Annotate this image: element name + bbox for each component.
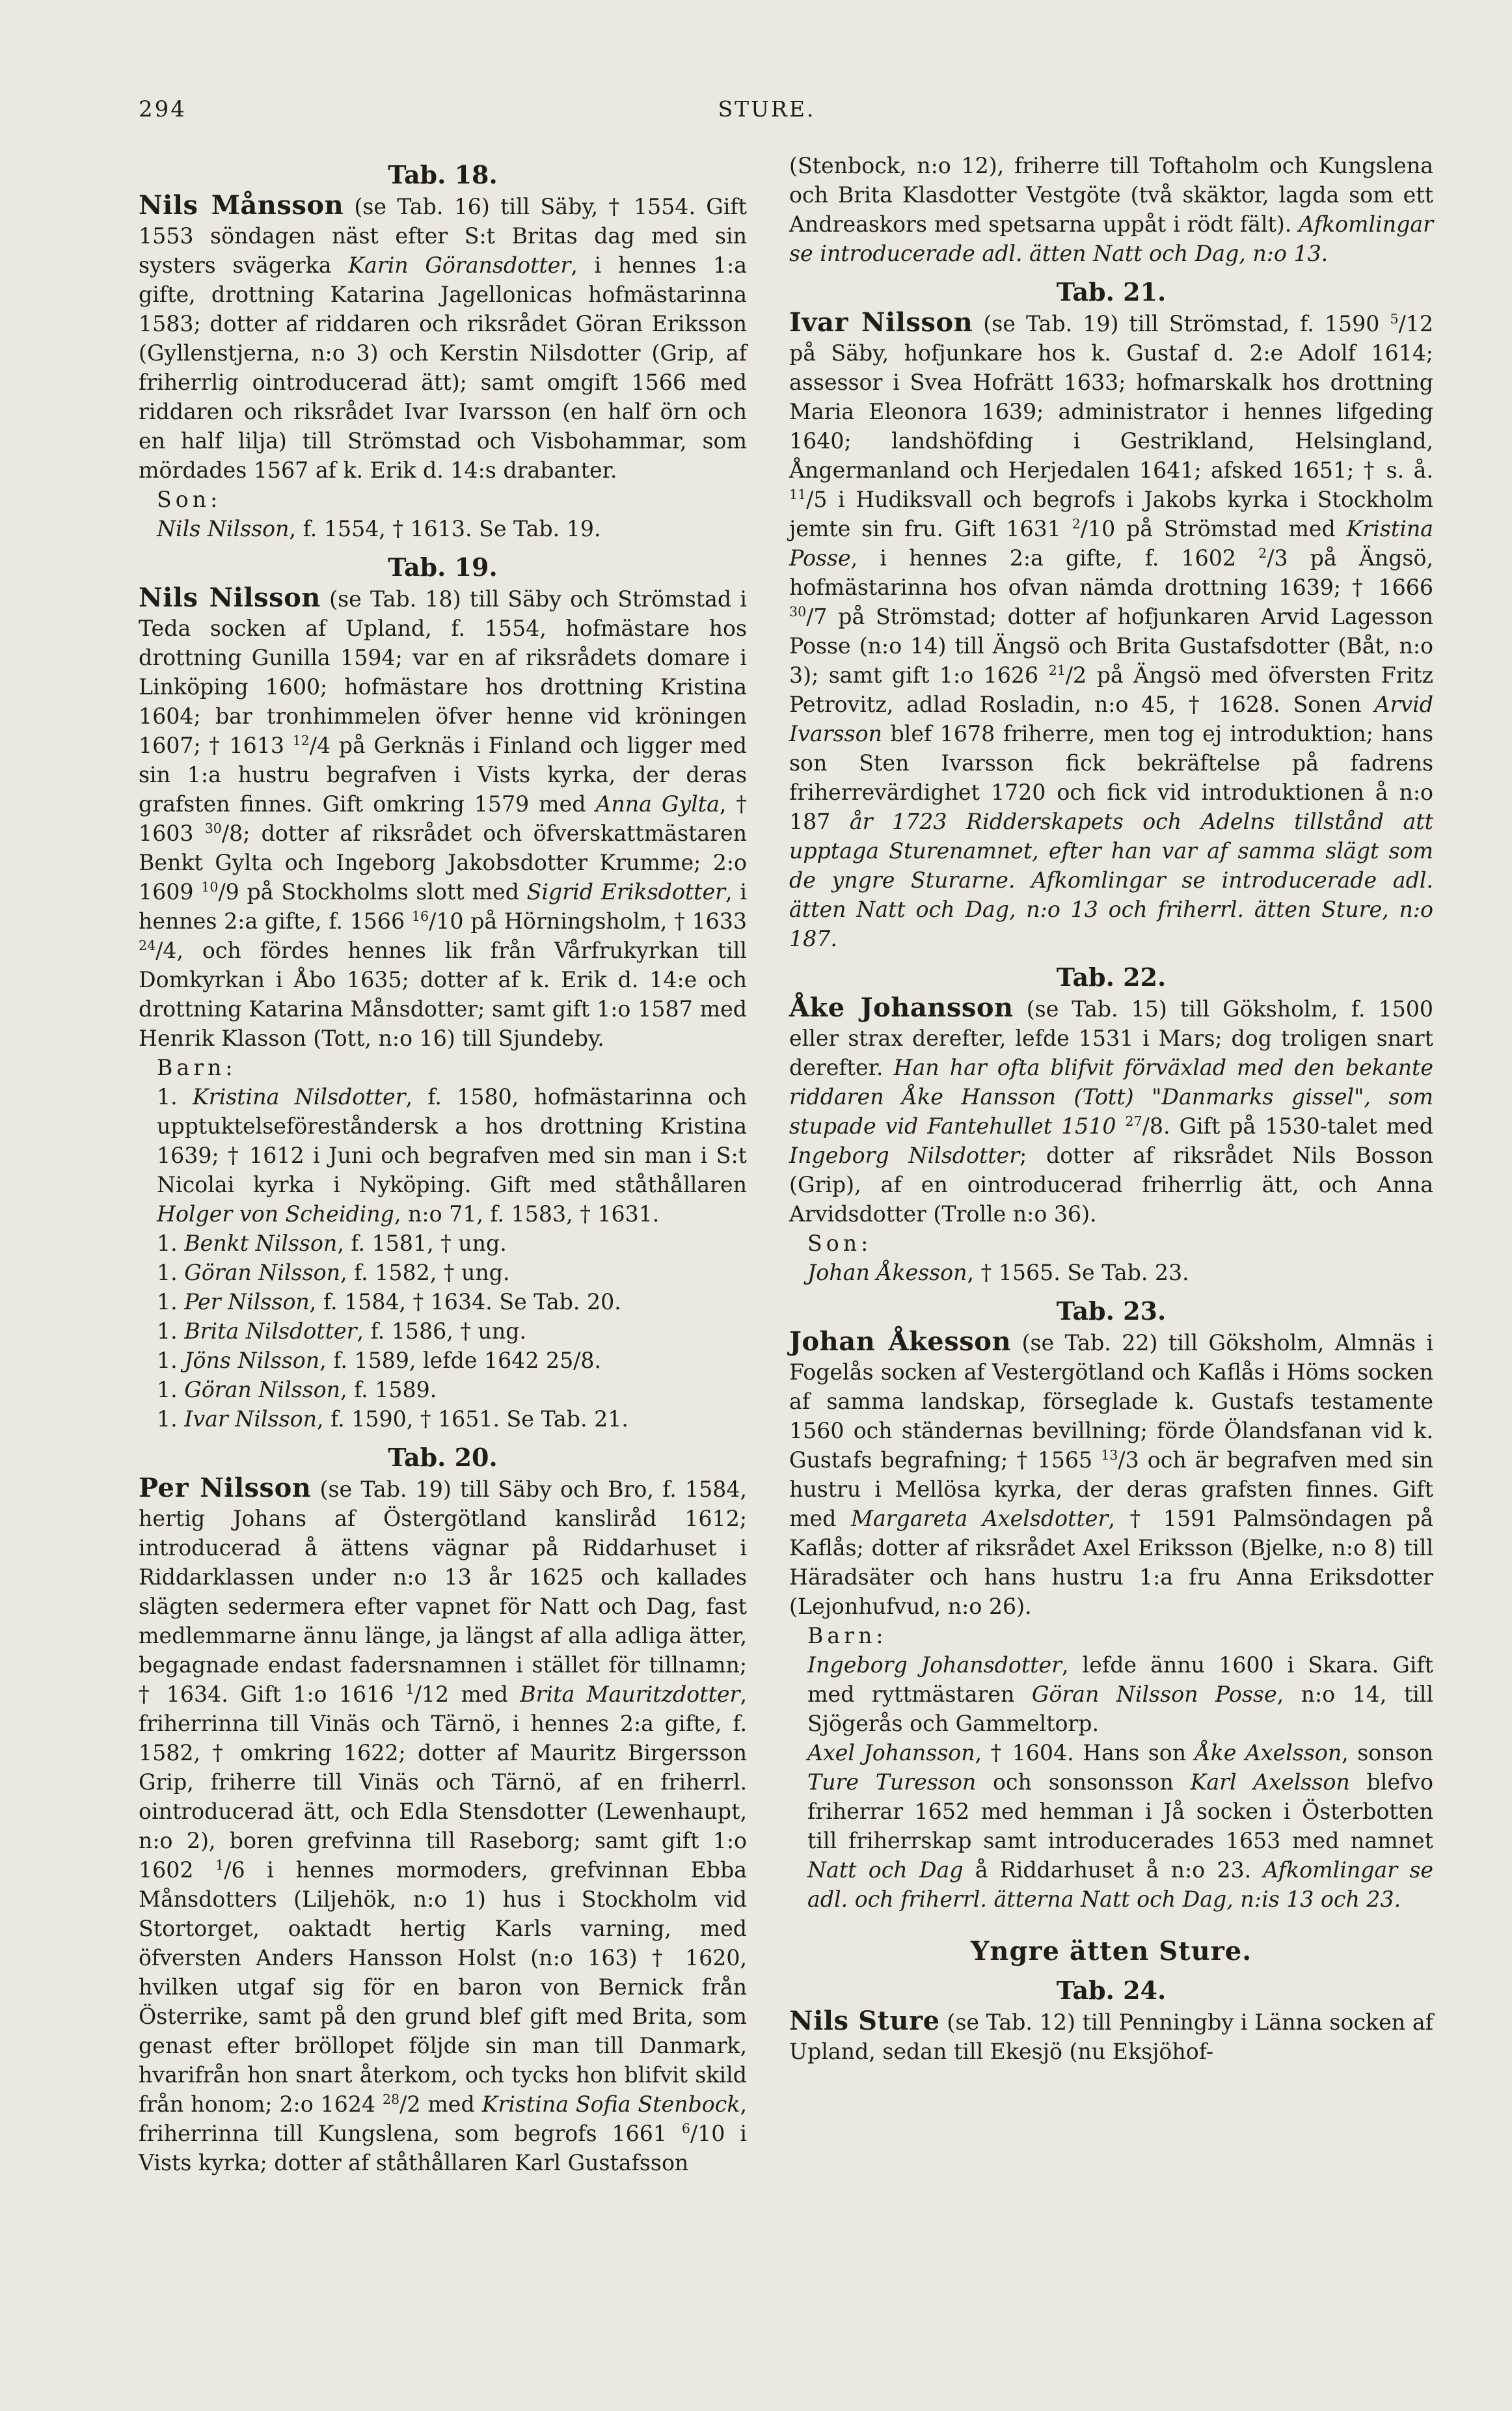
person-name: Johan Åkesson (789, 1326, 1012, 1357)
children-label: Barn: (807, 1623, 887, 1648)
person-name: Nils Nilsson (139, 582, 321, 613)
page-number: 294 (139, 96, 187, 122)
children-label: Barn: (157, 1055, 237, 1080)
tab-18-entry: Nils Månsson (se Tab. 16) till Säby, † 1554. Gift 1553 söndagen näst efter S:t Britas dag med sin systers svägerka Karin Göransdotter, i hennes 1:a gifte, drottning Katarina Jagellonicas hofmästarinna 1583; dotter af riddaren och riksrådet Göran Eriksson (Gyllenstjerna, n:o 3) och Kerstin Nilsdotter (Grip, af friherrlig ointroducerad ätt); samt omgift 1566 med riddaren och riksrådet Ivar Ivarsson (en half örn och en half lilja) till Strömstad och Visbohammar, som mördades 1567 af k. Erik d. 14:s drabanter. (139, 190, 748, 483)
tab-23-entry: Johan Åkesson (se Tab. 22) till Göksholm, Almnäs i Fogelås socken af Vestergötland och Kaflås i Höms socken af samma landskap, förseglade k. Gustafs testamente 1560 och ständernas bevillning; förde Ölandsfanan vid k. Gustafs begrafning; † 1565 $^{13}$/3 och är begrafven med sin hustru i Mellösa kyrka, der deras grafsten finnes. Gift med Margareta Axelsdotter, † 1591 Palmsöndagen på Kaflås; dotter af riksrådet Axel Eriksson (Bjelke, n:o 8) till Häradsäter och hans hustru 1:a fru Anna Eriksdotter (Lejonhufvud, n:o 26). (789, 1326, 1433, 1619)
son-label: Son: (157, 487, 222, 512)
person-name: Nils Månsson (139, 190, 344, 221)
person-name: Nils Sture (789, 2006, 940, 2036)
person-name: Per Nilsson (139, 1473, 312, 1503)
child-entry: 1. Jöns Nilsson, f. 1589, lefde 1642 25/8. (157, 1348, 602, 1373)
section-heading: Yngre ätten Sture. (970, 1936, 1252, 1967)
tab-22-heading: Tab. 22. (1056, 962, 1167, 992)
left-column (139, 151, 747, 2177)
person-name: Ivar Nilsson (789, 307, 973, 338)
son-line: Johan Åkesson, † 1565. Se Tab. 23. (807, 1260, 1189, 1285)
child-entry: 1. Göran Nilsson, f. 1589. (157, 1377, 437, 1402)
tab-24-entry: Nils Sture (se Tab. 12) till Penningby i Länna socken af Upland, sedan till Ekesjö (nu Eksjöhof- (789, 2006, 1433, 2064)
running-title: STURE. (718, 96, 816, 122)
tab-19-entry: Nils Nilsson (se Tab. 18) till Säby och Strömstad i Teda socken af Upland, f. 1554, hofmästare hos drottning Gunilla 1594; var en af riksrådets domare i Linköping 1600; hofmästare hos drottning Kristina 1604; bar tronhimmelen öfver henne vid kröningen 1607; † 1613 $^{12}$/4 på Gerknäs i Finland och ligger med sin 1:a hustru begrafven i Vists kyrka, der deras grafsten finnes. Gift omkring 1579 med Anna Gylta, † 1603 $^{30}$/8; dotter af riksrådet och öfverskattmästaren Benkt Gylta och Ingeborg Jakobsdotter Krumme; 2:o 1609 $^{10}$/9 på Stockholms slott med Sigrid Eriksdotter, i hennes 2:a gifte, f. 1566 $^{16}$/10 på Hörningsholm, † 1633 $^{24}$/4, och fördes hennes lik från Vårfrukyrkan till Domkyrkan i Åbo 1635; dotter af k. Erik d. 14:e och drottning Katarina Månsdotter; samt gift 1:o 1587 med Henrik Klasson (Tott, n:o 16) till Sjundeby. (139, 582, 747, 1051)
tab-18-heading: Tab. 18. (388, 160, 498, 189)
child-entry: 1. Per Nilsson, f. 1584, † 1634. Se Tab. 20. (157, 1289, 621, 1314)
child-entry: 1. Ivar Nilsson, f. 1590, † 1651. Se Tab. 21. (157, 1406, 628, 1432)
child-entry: 1. Kristina Nilsdotter, f. 1580, hofmästarinna och upptuktelseföreståndersk a hos drottning Kristina 1639; † 1612 i Juni och begrafven med sin man i S:t Nicolai kyrka i Nyköping. Gift med ståthållaren Holger von Scheiding, n:o 71, f. 1583, † 1631. (157, 1084, 747, 1227)
tab-20-heading: Tab. 20. (388, 1443, 498, 1472)
running-header (139, 96, 1395, 129)
tab-23-heading: Tab. 23. (1056, 1296, 1167, 1326)
tab-22-entry: Åke Johansson (se Tab. 15) till Göksholm, f. 1500 eller strax derefter, lefde 1531 i Mars; dog troligen snart derefter. Han har ofta blifvit förväxlad med den bekante riddaren Åke Hansson (Tott) "Danmarks gissel", som stupade vid Fantehullet 1510 $^{27}$/8. Gift på 1530-talet med Ingeborg Nilsdotter; dotter af riksrådet Nils Bosson (Grip), af en ointroducerad friherrlig ätt, och Anna Arvidsdotter (Trolle n:o 36). (789, 992, 1433, 1227)
son-line: Nils Nilsson, f. 1554, † 1613. Se Tab. 19. (157, 516, 601, 541)
tab-21-entry: Ivar Nilsson (se Tab. 19) till Strömstad, f. 1590 $^5$/12 på Säby, hofjunkare hos k. Gustaf d. 2:e Adolf 1614; assessor i Svea Hofrätt 1633; hofmarskalk hos drottning Maria Eleonora 1639; administrator i hennes lifgeding 1640; landshöfding i Gestrikland, Helsingland, Ångermanland och Herjedalen 1641; afsked 1651; † s. å. $^{11}$/5 i Hudiksvall och begrofs i Jakobs kyrka i Stockholm jemte sin fru. Gift 1631 $^2$/10 på Strömstad med Kristina Posse, i hennes 2:a gifte, f. 1602 $^2$/3 på Ängsö, hofmästarinna hos ofvan nämda drottning 1639; † 1666 $^{30}$/7 på Strömstad; dotter af hofjunkaren Arvid Lagesson Posse (n:o 14) till Ängsö och Brita Gustafsdotter (Båt, n:o 3); samt gift 1:o 1626 $^{21}$/2 på Ängsö med öfversten Fritz Petrovitz, adlad Rosladin, n:o 45, † 1628. Sonen Arvid Ivarsson blef 1678 friherre, men tog ej introduktion; hans son Sten Ivarsson fick bekräftelse på fadrens friherrevärdighet 1720 och fick vid introduktionen å n:o 187 år 1723 Ridderskapets och Adelns tillstånd att upptaga Sturenamnet, efter han var af samma slägt som de yngre Sturarne. Afkomlingar se introducerade adl. ätten Natt och Dag, n:o 13 och friherrl. ätten Sture, n:o 187. (789, 307, 1434, 951)
child-entry: 1. Benkt Nilsson, f. 1581, † ung. (157, 1231, 507, 1256)
tab-20-continuation: (Stenbock, n:o 12), friherre till Toftaholm och Kungslena och Brita Klasdotter Vestgöte (två skäktor, lagda som ett Andreaskors med spetsarna uppåt i rödt fält). Afkomlingar se introducerade adl. ätten Natt och Dag, n:o 13. (789, 153, 1433, 266)
child-entry: Ingeborg Johansdotter, lefde ännu 1600 i Skara. Gift med ryttmästaren Göran Nilsson Posse, n:o 14, till Sjögerås och Gammeltorp. (807, 1652, 1433, 1736)
right-column (789, 151, 1433, 2066)
child-entry: Axel Johansson, † 1604. Hans son Åke Axelsson, sonson Ture Turesson och sonsonsson Karl Axelsson blefvo friherrar 1652 med hemman i Jå socken i Österbotten till friherrskap samt introducerades 1653 med namnet Natt och Dag å Riddarhuset å n:o 23. Afkomlingar se adl. och friherrl. ätterna Natt och Dag, n:is 13 och 23. (807, 1740, 1434, 1912)
son-label: Son: (807, 1231, 872, 1256)
person-name: Åke Johansson (789, 992, 1014, 1023)
tab-21-heading: Tab. 21. (1056, 277, 1167, 306)
child-entry: 1. Göran Nilsson, f. 1582, † ung. (157, 1260, 510, 1285)
tab-19-heading: Tab. 19. (388, 552, 498, 582)
tab-20-entry: Per Nilsson (se Tab. 19) till Säby och Bro, f. 1584, hertig Johans af Östergötland kansliråd 1612; introducerad å ättens vägnar på Riddarhuset i Riddarklassen under n:o 13 år 1625 och kallades slägten sedermera efter vapnet för Natt och Dag, fast medlemmarne ännu länge, ja längst af alla adliga ätter, begagnade endast fadersnamnen i stället för tillnamn; † 1634. Gift 1:o 1616 $^1$/12 med Brita Mauritzdotter, friherrinna till Vinäs och Tärnö, i hennes 2:a gifte, f. 1582, † omkring 1622; dotter af Mauritz Birgersson Grip, friherre till Vinäs och Tärnö, af en friherrl. ointroducerad ätt, och Edla Stensdotter (Lewenhaupt, n:o 2), boren grefvinna till Raseborg; samt gift 1:o 1602 $^1$/6 i hennes mormoders, grefvinnan Ebba Månsdotters (Liljehök, n:o 1) hus i Stockholm vid Stortorget, oaktadt hertig Karls varning, med öfversten Anders Hansson Holst (n:o 163) † 1620, hvilken utgaf sig för en baron von Bernick från Österrike, samt på den grund blef gift med Brita, som genast efter bröllopet följde sin man till Danmark, hvarifrån hon snart återkom, och tycks hon blifvit skild från honom; 2:o 1624 $^{28}$/2 med Kristina Sofia Stenbock, friherrinna till Kungslena, som begrofs 1661 $^6$/10 i Vists kyrka; dotter af ståthållaren Karl Gustafsson (139, 1473, 748, 2175)
tab-24-heading: Tab. 24. (1056, 1976, 1167, 2005)
child-entry: 1. Brita Nilsdotter, f. 1586, † ung. (157, 1318, 527, 1344)
